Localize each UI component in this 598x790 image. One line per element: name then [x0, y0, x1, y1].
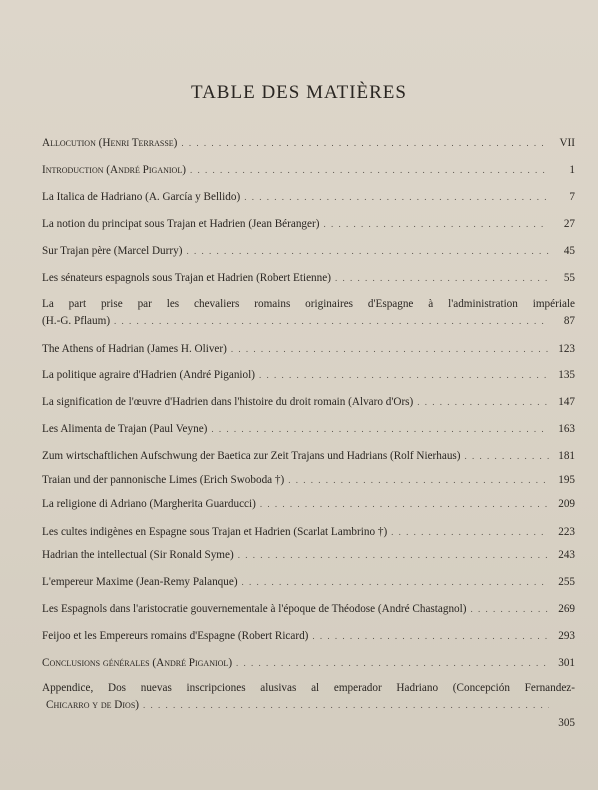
toc-entry-title: La part prise par les chevaliers romains originaires d'Espagne à l'administration impériale [42, 298, 575, 310]
toc-entry-title: Appendice, Dos nuevas inscripciones alusivas al emperador Hadriano (Concepción Fernandez- [42, 682, 575, 694]
toc-entry-title: Les cultes indigènes en Espagne sous Trajan et Hadrien (Scarlat Lambrino †) [42, 526, 388, 538]
leader-dots [391, 525, 549, 540]
toc-entry [42, 395, 575, 410]
leader-dots [181, 136, 549, 151]
toc-entry-page: 163 [558, 423, 575, 435]
toc-entry-title: Hadrian the intellectual (Sir Ronald Syme) [42, 549, 234, 561]
leader-dots [259, 368, 549, 383]
leader-dots [114, 314, 549, 329]
toc-entry-title: Sur Trajan père (Marcel Durry) [42, 245, 183, 257]
toc-entry-title: L'empereur Maxime (Jean-Remy Palanque) [42, 576, 238, 588]
leader-dots [186, 244, 549, 259]
toc-entry-page: 243 [558, 549, 575, 561]
toc-entry-title: Introduction (André Piganiol) [42, 164, 186, 176]
toc-entry-page: 255 [558, 576, 575, 588]
toc-entry [42, 629, 575, 644]
leader-dots [238, 548, 549, 563]
toc-entry [42, 271, 575, 286]
toc-entry [42, 136, 575, 151]
toc-entry-page: 27 [563, 218, 575, 230]
leader-dots [417, 395, 549, 410]
toc-entry-page: 7 [569, 191, 575, 203]
toc-entry-page: 45 [563, 245, 575, 257]
leader-dots [244, 190, 549, 205]
toc-entry [42, 190, 575, 205]
leader-dots [470, 602, 549, 617]
toc-entry-title: Zum wirtschaftlichen Aufschwung der Baetica zur Zeit Trajans und Hadrians (Rolf Nierhaus) [42, 450, 461, 462]
leader-dots [465, 449, 550, 464]
toc-entry-title: La politique agraire d'Hadrien (André Piganiol) [42, 369, 255, 381]
toc-entry [42, 449, 575, 464]
leader-dots [260, 497, 549, 512]
toc-entry-title: Les sénateurs espagnols sous Trajan et Hadrien (Robert Etienne) [42, 272, 331, 284]
toc-entry-page: 147 [558, 396, 575, 408]
toc-entry-page: 1 [569, 164, 575, 176]
toc-entry-title: La religione di Adriano (Margherita Guarducci) [42, 498, 256, 510]
toc-entry [42, 342, 575, 357]
toc-entry-title: Les Espagnols dans l'aristocratie gouvernementale à l'époque de Théodose (André Chastagnol) [42, 603, 467, 615]
toc-entry [42, 473, 575, 488]
toc-entry-title-cont: (H.-G. Pflaum) [42, 315, 111, 327]
toc-entry [42, 681, 575, 731]
toc-entry-title: Conclusions générales (André Piganiol) [42, 657, 233, 669]
toc-entry [42, 368, 575, 383]
leader-dots [211, 422, 549, 437]
toc-entry [42, 217, 575, 232]
leader-dots [288, 473, 549, 488]
page-title: TABLE DES MATIÈRES [191, 82, 407, 103]
toc-entry [42, 575, 575, 590]
toc-entry [42, 548, 575, 563]
toc-entry-page: 301 [558, 657, 575, 669]
toc-entry [42, 525, 575, 540]
toc-entry [42, 297, 575, 329]
toc-entry-title: La Italica de Hadriano (A. García y Bellido) [42, 191, 241, 203]
leader-dots [242, 575, 549, 590]
toc-entry-title: La signification de l'œuvre d'Hadrien dans l'histoire du droit romain (Alvaro d'Ors) [42, 396, 414, 408]
toc-entry-title: Allocution (Henri Terrasse) [42, 137, 178, 149]
toc-entry-page: 135 [558, 369, 575, 381]
toc-entry [42, 163, 575, 178]
toc-entry [42, 422, 575, 437]
toc-entry-page: 181 [558, 450, 575, 462]
toc-entry-title: La notion du principat sous Trajan et Hadrien (Jean Béranger) [42, 218, 320, 230]
toc-entry-page: VII [559, 137, 575, 149]
toc-entry-title-cont: Chicarro y de Dios) [46, 699, 139, 711]
toc-entry-page: 55 [563, 272, 575, 284]
toc-entry-page: 223 [558, 526, 575, 538]
toc-entry-page: 293 [558, 630, 575, 642]
leader-dots [236, 656, 549, 671]
toc-entry [42, 244, 575, 259]
toc-entry-title: The Athens of Hadrian (James H. Oliver) [42, 343, 227, 355]
toc-entry [42, 656, 575, 671]
toc-entry-page: 87 [563, 315, 575, 327]
toc-entry-title: Les Alimenta de Trajan (Paul Veyne) [42, 423, 208, 435]
toc-entry-title: Feijoo et les Empereurs romains d'Espagne (Robert Ricard) [42, 630, 309, 642]
leader-dots [231, 342, 549, 357]
toc-entry-title: Traian und der pannonische Limes (Erich Swoboda †) [42, 474, 285, 486]
toc-entry-page: 305 [558, 717, 575, 729]
toc-entry-page: 195 [558, 474, 575, 486]
toc-entry-page: 209 [558, 498, 575, 510]
leader-dots [335, 271, 549, 286]
leader-dots [143, 698, 549, 713]
toc-entry [42, 602, 575, 617]
toc-entry-page: 123 [558, 343, 575, 355]
leader-dots [312, 629, 549, 644]
toc-entry-page: 269 [558, 603, 575, 615]
leader-dots [190, 163, 549, 178]
leader-dots [323, 217, 549, 232]
toc-entry [42, 497, 575, 512]
